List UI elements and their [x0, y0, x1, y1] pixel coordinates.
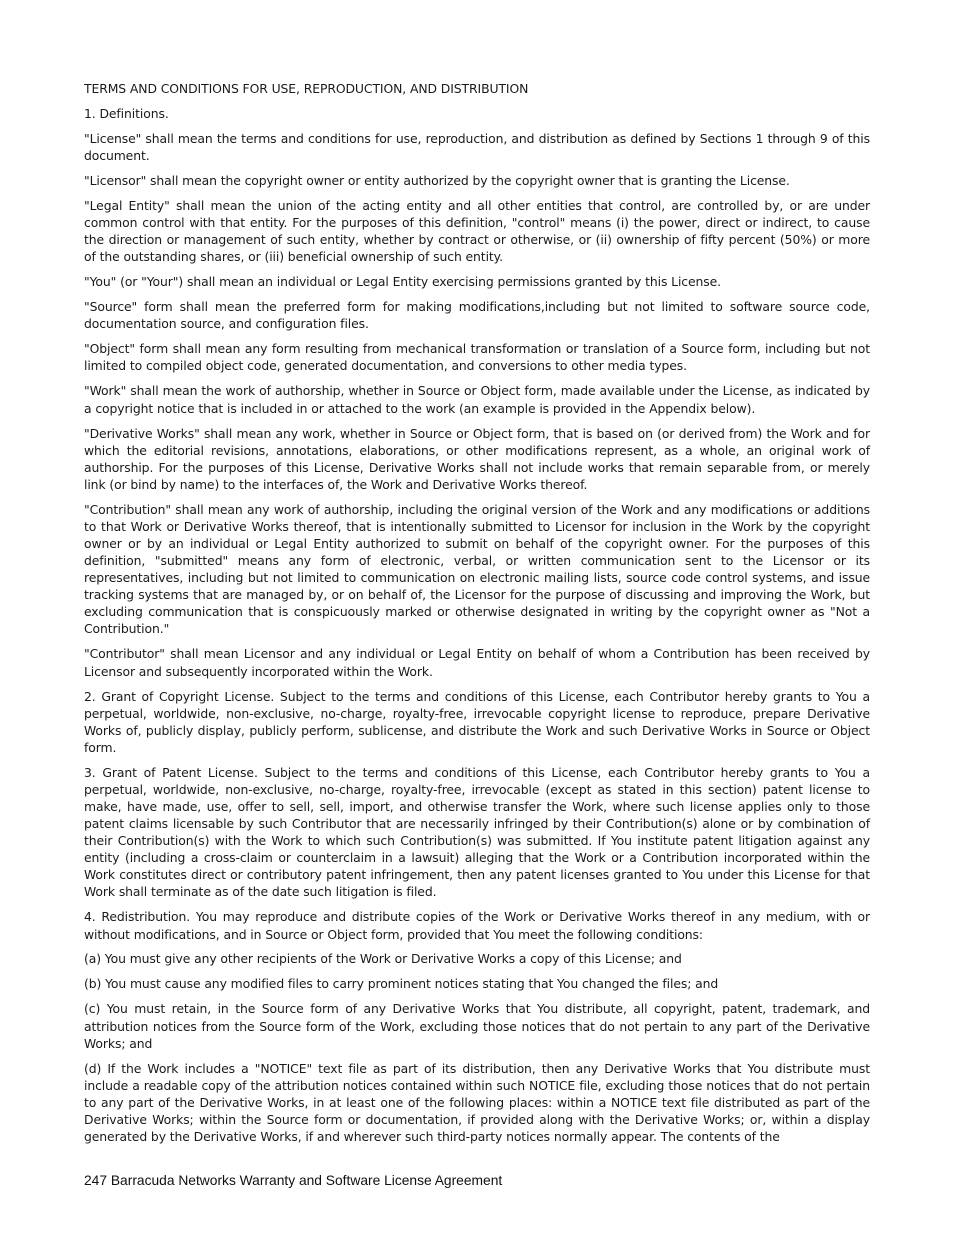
paragraph-legal-entity-definition: "Legal Entity" shall mean the union of the acting entity and all other entities that control, are controlled by, or are under common control with that entity. For the purposes of this definition, "control" means (i) the power, direct or indirect, to cause the direction or management of such entity, whether by contract or otherwise, or (ii) ownership of fifty percent (50%) or more of the outstanding shares, or (iii) beneficial ownership of such entity. [84, 198, 870, 265]
paragraph-work-definition: "Work" shall mean the work of authorship, whether in Source or Object form, made available under the License, as indicated by a copyright notice that is included in or attached to the work (an example is provided in the Appendix below). [84, 383, 870, 416]
paragraph-patent-license-grant: 3. Grant of Patent License. Subject to the terms and conditions of this License, each Contributor hereby grants to You a perpetual, worldwide, non-exclusive, no-charge, royalty-free, irrevocable (except as stated in this section) patent license to make, have made, use, offer to sell, sell, import, and otherwise transfer the Work, where such license applies only to those patent claims licensable by such Contributor that are necessarily infringed by their Contribution(s) alone or by combination of their Contribution(s) with the Work to which such Contribution(s) was submitted. If You institute patent litigation against any entity (including a cross-claim or counterclaim in a lawsuit) alleging that the Work or a Contribution incorporated within the Work constitutes direct or contributory patent infringement, then any patent licenses granted to You under this License for that Work shall terminate as of the date such litigation is filed. [84, 764, 870, 900]
paragraph-contributor-definition: "Contributor" shall mean Licensor and any individual or Legal Entity on behalf of whom a Contribution has been received by Licensor and subsequently incorporated within the Work. [84, 646, 870, 679]
definitions-heading: 1. Definitions. [84, 105, 169, 121]
paragraph-licensor-definition: "Licensor" shall mean the copyright owner or entity authorized by the copyright owner that is granting the License. [84, 173, 790, 189]
paragraph-condition-b: (b) You must cause any modified files to carry prominent notices stating that You changed the files; and [84, 976, 719, 992]
paragraph-license-definition: "License" shall mean the terms and conditions for use, reproduction, and distribution as defined by Sections 1 through 9 of this document. [84, 130, 870, 164]
paragraph-condition-c: (c) You must retain, in the Source form of any Derivative Works that You distribute, all copyright, patent, trademark, and attribution notices from the Source form of the Work, excluding those notices that do not pertain to any part of the Derivative Works; and [84, 1001, 870, 1051]
page-footer: 247 Barracuda Networks Warranty and Software License Agreement [84, 1173, 503, 1188]
document-body [84, 80, 870, 1153]
paragraph-source-definition: "Source" form shall mean the preferred form for making modifications,including but not limited to software source code, documentation source, and configuration files. [84, 299, 870, 332]
paragraph-object-definition: "Object" form shall mean any form resulting from mechanical transformation or translation of a Source form, including but not limited to compiled object code, generated documentation, and conversions to other media types. [84, 341, 870, 374]
paragraph-redistribution: 4. Redistribution. You may reproduce and distribute copies of the Work or Derivative Works thereof in any medium, with or without modifications, and in Source or Object form, provided that You meet the following conditions: [84, 909, 870, 942]
paragraph-derivative-works-definition: "Derivative Works" shall mean any work, whether in Source or Object form, that is based on (or derived from) the Work and for which the editorial revisions, annotations, elaborations, or other modifications represent, as a whole, an original work of authorship. For the purposes of this License, Derivative Works shall not include works that remain separable from, or merely link (or bind by name) to the interfaces of, the Work and Derivative Works thereof. [84, 425, 870, 492]
paragraph-contribution-definition: "Contribution" shall mean any work of authorship, including the original version of the Work and any modifications or additions to that Work or Derivative Works thereof, that is intentionally submitted to Licensor for inclusion in the Work by the copyright owner or by an individual or Legal Entity authorized to submit on behalf of the copyright owner. For the purposes of this definition, "submitted" means any form of electronic, verbal, or written communication sent to the Licensor or its representatives, including but not limited to communication on electronic mailing lists, source code control systems, and issue tracking systems that are managed by, or on behalf of, the Licensor for the purpose of discussing and improving the Work, but excluding communication that is conspicuously marked or otherwise designated in writing by the copyright owner as "Not a Contribution." [84, 501, 870, 637]
document-heading: TERMS AND CONDITIONS FOR USE, REPRODUCTION, AND DISTRIBUTION [84, 81, 529, 96]
paragraph-condition-a: (a) You must give any other recipients of the Work or Derivative Works a copy of this License; and [84, 951, 682, 967]
paragraph-condition-d: (d) If the Work includes a "NOTICE" text file as part of its distribution, then any Derivative Works that You distribute must include a readable copy of the attribution notices contained within such NOTICE file, excluding those notices that do not pertain to any part of the Derivative Works, in at least one of the following places: within a NOTICE text file distributed as part of the Derivative Works; within the Source form or documentation, if provided along with the Derivative Works; or, within a display generated by the Derivative Works, if and wherever such third-party notices normally appear. The contents of the [84, 1060, 870, 1144]
paragraph-copyright-license-grant: 2. Grant of Copyright License. Subject to the terms and conditions of this License, each Contributor hereby grants to You a perpetual, worldwide, non-exclusive, no-charge, royalty-free, irrevocable copyright license to reproduce, prepare Derivative Works of, publicly display, publicly perform, sublicense, and distribute the Work and such Derivative Works in Source or Object form. [84, 688, 870, 755]
paragraph-you-definition: "You" (or "Your") shall mean an individual or Legal Entity exercising permissions granted by this License. [84, 274, 721, 290]
